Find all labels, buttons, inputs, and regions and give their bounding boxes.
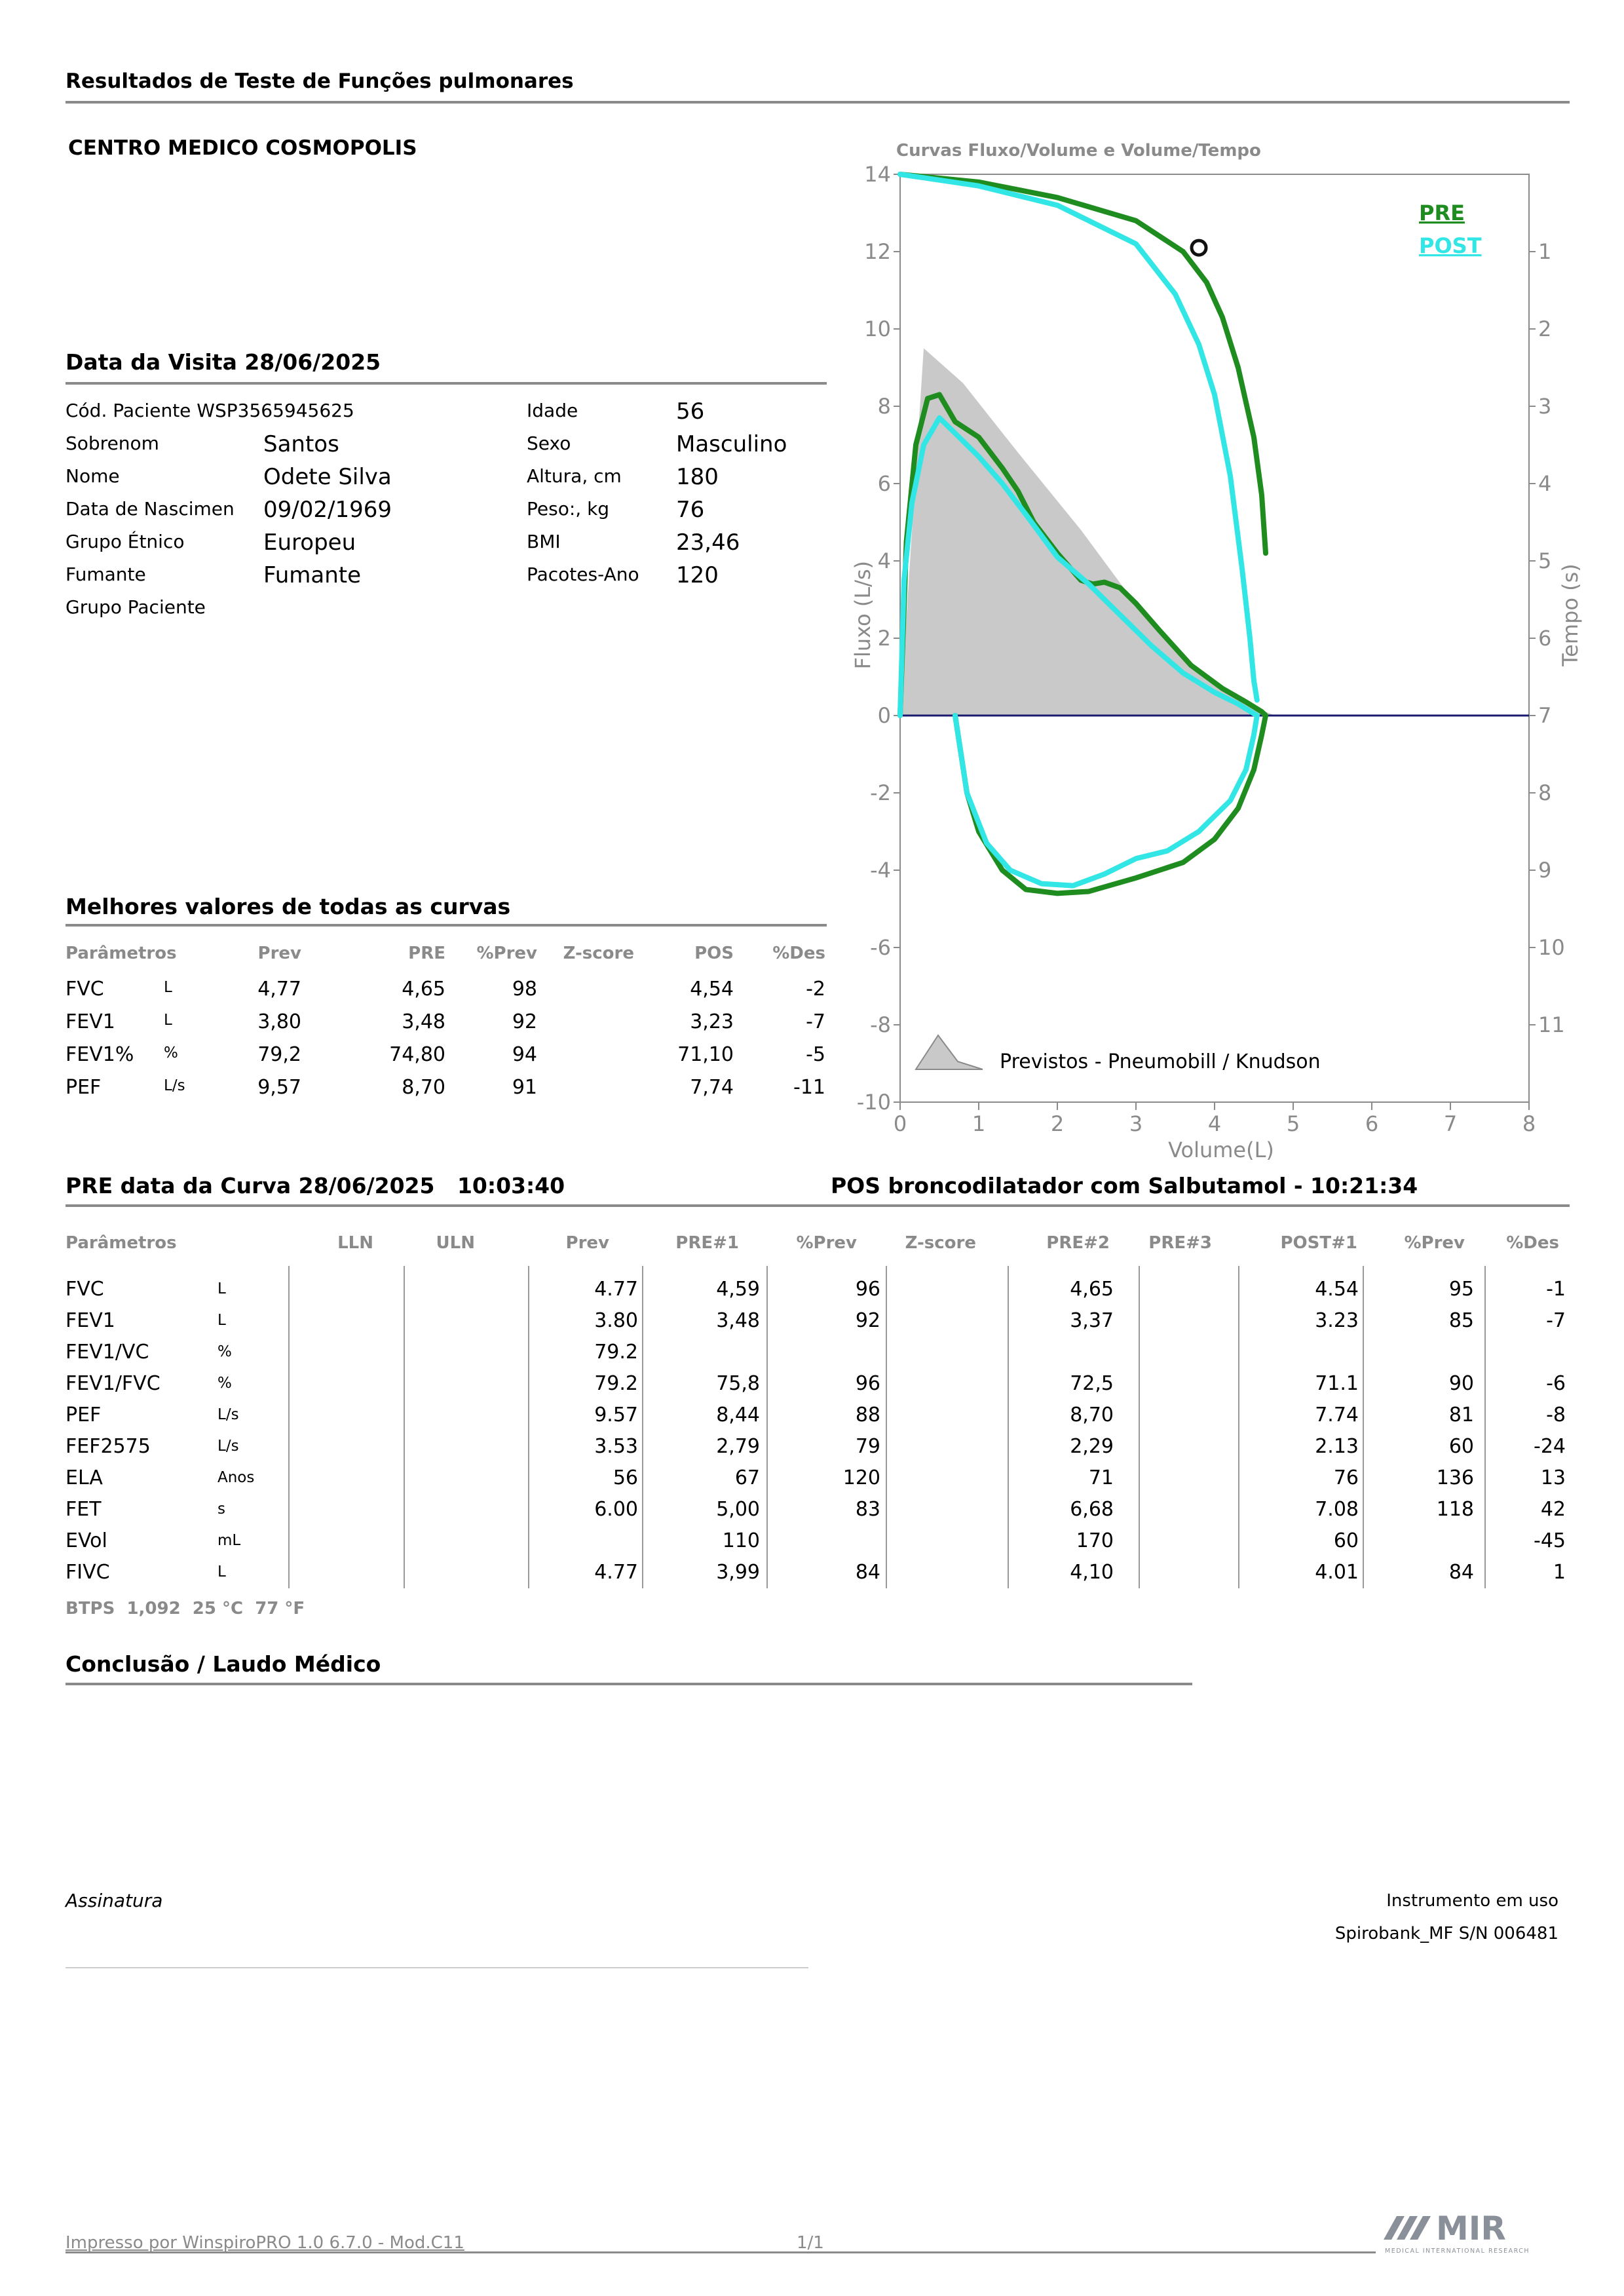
best-cell-pre: 4,65 (402, 978, 445, 1001)
pef-marker (1192, 240, 1206, 255)
curve-header: PRE#3 (1148, 1233, 1212, 1253)
curve-cell-pprev: 79 (855, 1435, 880, 1458)
field-label: Nome (66, 465, 120, 487)
curve-cell-post1: 4.01 (1315, 1561, 1359, 1584)
y-axis-label: Fluxo (L/s) (850, 560, 875, 670)
column-divider (288, 1266, 290, 1588)
field-label: Pacotes-Ano (527, 564, 639, 585)
page-number: 1/1 (797, 2233, 824, 2253)
best-cell-pprev: 92 (512, 1010, 537, 1033)
curve-cell-des: 42 (1540, 1498, 1566, 1521)
conclusion-title: Conclusão / Laudo Médico (66, 1651, 381, 1677)
y2-tick-label: 2 (1538, 316, 1552, 341)
y2-tick-label: 9 (1538, 858, 1552, 883)
curve-cell-des: -7 (1546, 1309, 1566, 1332)
curve-param: FIVC (66, 1561, 110, 1584)
curve-cell-post1: 4.54 (1315, 1278, 1359, 1301)
curve-cell-pre1: 8,44 (716, 1404, 760, 1426)
y-tick-label: -6 (870, 935, 891, 960)
y-tick-label: 6 (877, 471, 891, 496)
x-tick-label: 4 (1207, 1111, 1222, 1136)
curve-header: Prev (565, 1233, 609, 1253)
visit-rule (66, 382, 827, 385)
curve-header: %Des (1506, 1233, 1559, 1253)
curve-cell-pre2: 72,5 (1070, 1372, 1114, 1395)
best-header: Prev (257, 944, 301, 963)
curve-cell-des: -1 (1546, 1278, 1566, 1301)
curve-header: LLN (337, 1233, 373, 1253)
x-axis-label: Volume(L) (1168, 1138, 1274, 1162)
field-label: Peso:, kg (527, 498, 610, 520)
column-divider (1484, 1266, 1486, 1588)
y-tick-label: 8 (877, 394, 891, 419)
footer-rule (66, 2251, 1376, 2253)
field-label: Sobrenom (66, 432, 159, 454)
curve-cell-post1: 71.1 (1315, 1372, 1359, 1395)
x-tick-label: 1 (972, 1111, 986, 1136)
curve-cell-des: 13 (1540, 1466, 1566, 1489)
series-line-post-insp (955, 716, 1257, 886)
best-param: FEV1 (66, 1010, 115, 1033)
curve-cell-pprev2: 60 (1448, 1435, 1474, 1458)
curve-cell-pprev: 92 (855, 1309, 880, 1332)
instrument-name: Spirobank_MF S/N 006481 (1334, 1924, 1558, 1943)
best-cell-prev: 79,2 (257, 1043, 301, 1066)
curve-param: ELA (66, 1466, 103, 1489)
best-cell-des: -11 (793, 1076, 825, 1099)
field-value: 76 (676, 497, 705, 523)
curve-cell-pprev2: 118 (1436, 1498, 1474, 1521)
curve-cell-pre2: 4,65 (1070, 1278, 1114, 1301)
best-cell-pprev: 91 (512, 1076, 537, 1099)
y2-tick-label: 1 (1538, 239, 1552, 264)
y2-tick-label: 11 (1538, 1012, 1565, 1037)
curve-cell-pprev: 120 (842, 1466, 880, 1489)
pre-curve-title: PRE data da Curva 28/06/2025 10:03:40 (66, 1173, 565, 1198)
curve-cell-post1: 60 (1333, 1529, 1359, 1552)
field-label: Fumante (66, 564, 146, 585)
column-divider (1363, 1266, 1364, 1588)
logo-subtext: MEDICAL INTERNATIONAL RESEARCH (1385, 2248, 1530, 2255)
y2-tick-label: 3 (1538, 394, 1552, 419)
curve-header: PRE#2 (1046, 1233, 1110, 1253)
pos-curve-title: POS broncodilatador com Salbutamol - 10:21:34 (831, 1173, 1418, 1198)
curve-unit: L/s (217, 1438, 239, 1455)
x-tick-label: 5 (1286, 1111, 1300, 1136)
curve-unit: s (217, 1501, 225, 1518)
curve-cell-des: -6 (1546, 1372, 1566, 1395)
curve-cell-post1: 76 (1333, 1466, 1359, 1489)
best-unit: L (164, 1012, 172, 1029)
legend-post: POST (1419, 233, 1482, 258)
curve-cell-des: -24 (1534, 1435, 1566, 1458)
curve-cell-pre2: 2,29 (1070, 1435, 1114, 1458)
field-value: 180 (676, 464, 719, 490)
curve-cell-pre2: 71 (1088, 1466, 1114, 1489)
curve-cell-des: -8 (1546, 1404, 1566, 1426)
y-tick-label: 12 (864, 239, 891, 264)
curve-cell-pprev2: 84 (1448, 1561, 1474, 1584)
curve-cell-pre1: 3,99 (716, 1561, 760, 1584)
curve-rule (66, 1204, 1570, 1207)
y2-tick-label: 6 (1538, 626, 1552, 651)
column-divider (404, 1266, 405, 1588)
curve-cell-pre1: 4,59 (716, 1278, 760, 1301)
x-tick-label: 7 (1443, 1111, 1458, 1136)
best-values-title: Melhores valores de todas as curvas (66, 894, 511, 919)
best-cell-pre: 8,70 (402, 1076, 445, 1099)
best-cell-prev: 9,57 (257, 1076, 301, 1099)
instrument-label: Instrumento em uso (1386, 1891, 1558, 1911)
curve-cell-prev: 56 (613, 1466, 638, 1489)
curve-cell-pprev: 96 (855, 1372, 880, 1395)
x-tick-label: 0 (893, 1111, 907, 1136)
series-line-pre-insp (955, 716, 1266, 893)
x-tick-label: 2 (1050, 1111, 1065, 1136)
best-cell-des: -2 (806, 978, 825, 1001)
curve-unit: % (217, 1343, 232, 1360)
y-tick-label: -4 (870, 858, 891, 883)
center-name: CENTRO MEDICO COSMOPOLIS (68, 136, 417, 160)
curve-param: FET (66, 1498, 102, 1521)
curve-unit: % (217, 1375, 232, 1392)
column-divider (1008, 1266, 1009, 1588)
field-label: BMI (527, 531, 561, 552)
flow-volume-chart (839, 131, 1585, 1173)
patient-code: Cód. Paciente WSP3565945625 (66, 400, 354, 421)
curve-param: FVC (66, 1278, 104, 1301)
field-label: Data de Nascimen (66, 498, 235, 520)
curve-cell-prev: 4.77 (594, 1561, 638, 1584)
column-divider (766, 1266, 768, 1588)
curve-header: %Prev (796, 1233, 857, 1253)
field-value: Masculino (676, 431, 787, 457)
best-cell-pos: 7,74 (690, 1076, 734, 1099)
conclusion-rule (66, 1683, 1192, 1685)
curve-param: FEV1/VC (66, 1341, 149, 1364)
curve-cell-prev: 9.57 (594, 1404, 638, 1426)
y2-tick-label: 4 (1538, 471, 1552, 496)
y2-tick-label: 8 (1538, 780, 1552, 805)
best-header: Parâmetros (66, 944, 177, 963)
field-value: Santos (263, 431, 339, 457)
btps-info: BTPS 1,092 25 °C 77 °F (66, 1599, 305, 1618)
y-tick-label: 2 (877, 626, 891, 651)
curve-param: EVol (66, 1529, 107, 1552)
curve-param: FEV1 (66, 1309, 115, 1332)
curve-cell-des: -45 (1534, 1529, 1566, 1552)
curve-cell-pprev: 88 (855, 1404, 880, 1426)
best-cell-des: -5 (806, 1043, 825, 1066)
column-divider (642, 1266, 643, 1588)
y-tick-label: 10 (864, 316, 891, 341)
x-tick-label: 8 (1522, 1111, 1536, 1136)
curve-cell-pprev2: 136 (1436, 1466, 1474, 1489)
field-label: Sexo (527, 432, 571, 454)
curve-header: Parâmetros (66, 1233, 177, 1253)
curve-cell-pre1: 75,8 (716, 1372, 760, 1395)
field-value: 09/02/1969 (263, 497, 392, 523)
curve-cell-pprev: 96 (855, 1278, 880, 1301)
curve-cell-pre2: 8,70 (1070, 1404, 1114, 1426)
logo-text: MIR (1436, 2210, 1506, 2248)
curve-param: FEV1/FVC (66, 1372, 161, 1395)
best-cell-pos: 3,23 (690, 1010, 734, 1033)
best-cell-pprev: 94 (512, 1043, 537, 1066)
field-value: 23,46 (676, 529, 740, 556)
curve-unit: L (217, 1312, 226, 1329)
y2-tick-label: 5 (1538, 548, 1552, 573)
best-header: Z-score (563, 944, 634, 963)
curve-cell-pre2: 4,10 (1070, 1561, 1114, 1584)
x-tick-label: 6 (1365, 1111, 1379, 1136)
curve-unit: mL (217, 1532, 241, 1549)
predicted-legend-label: Previstos - Pneumobill / Knudson (1000, 1050, 1321, 1073)
field-label: Grupo Paciente (66, 596, 206, 618)
field-value: Fumante (263, 562, 361, 588)
curve-param: FEF2575 (66, 1435, 151, 1458)
curve-cell-prev: 79.2 (594, 1341, 638, 1364)
best-cell-prev: 4,77 (257, 978, 301, 1001)
best-param: PEF (66, 1076, 102, 1099)
best-header: %Prev (476, 944, 537, 963)
curve-cell-pprev: 83 (855, 1498, 880, 1521)
y2-tick-label: 10 (1538, 935, 1565, 960)
field-label: Altura, cm (527, 465, 622, 487)
best-cell-des: -7 (806, 1010, 825, 1033)
best-unit: % (164, 1044, 178, 1062)
field-value: Odete Silva (263, 464, 392, 490)
field-value: Europeu (263, 529, 356, 556)
best-values-rule (66, 924, 827, 927)
curve-cell-prev: 6.00 (594, 1498, 638, 1521)
curve-cell-prev: 3.80 (594, 1309, 638, 1332)
best-header: POS (694, 944, 734, 963)
report-title: Resultados de Teste de Funções pulmonares (66, 69, 574, 93)
curve-cell-pre1: 5,00 (716, 1498, 760, 1521)
best-header: PRE (408, 944, 445, 963)
y2-tick-label: 7 (1538, 703, 1552, 728)
y-tick-label: -2 (870, 780, 891, 805)
curve-cell-pre2: 170 (1076, 1529, 1114, 1552)
field-value: 120 (676, 562, 719, 588)
curve-header: PRE#1 (675, 1233, 739, 1253)
curve-header: Z-score (905, 1233, 976, 1253)
field-value: 56 (676, 398, 705, 425)
curve-cell-pre2: 3,37 (1070, 1309, 1114, 1332)
curve-cell-post1: 7.74 (1315, 1404, 1359, 1426)
y-tick-label: 14 (864, 162, 891, 187)
best-cell-prev: 3,80 (257, 1010, 301, 1033)
curve-cell-prev: 79.2 (594, 1372, 638, 1395)
printed-by: Impresso por WinspiroPRO 1.0 6.7.0 - Mod.C11 (66, 2233, 464, 2253)
curve-cell-post1: 7.08 (1315, 1498, 1359, 1521)
best-param: FEV1% (66, 1043, 134, 1066)
curve-header: %Prev (1404, 1233, 1465, 1253)
curve-cell-pre1: 2,79 (716, 1435, 760, 1458)
curve-unit: L (217, 1280, 226, 1297)
best-header: %Des (772, 944, 825, 963)
best-unit: L (164, 979, 172, 996)
best-cell-pre: 74,80 (389, 1043, 445, 1066)
curve-cell-pre2: 6,68 (1070, 1498, 1114, 1521)
column-divider (1139, 1266, 1140, 1588)
curve-cell-pprev2: 95 (1448, 1278, 1474, 1301)
curve-cell-post1: 3.23 (1315, 1309, 1359, 1332)
curve-cell-pprev2: 81 (1448, 1404, 1474, 1426)
best-cell-pos: 71,10 (677, 1043, 734, 1066)
y-tick-label: -10 (856, 1090, 891, 1115)
column-divider (528, 1266, 529, 1588)
chart-title: Curvas Fluxo/Volume e Volume/Tempo (896, 141, 1261, 161)
legend-pre: PRE (1419, 201, 1465, 225)
predicted-legend-swatch (916, 1035, 983, 1069)
curve-cell-pre1: 3,48 (716, 1309, 760, 1332)
curve-unit: L/s (217, 1406, 239, 1423)
column-divider (1238, 1266, 1239, 1588)
best-cell-pprev: 98 (512, 978, 537, 1001)
field-label: Grupo Étnico (66, 531, 185, 552)
y-tick-label: 0 (877, 703, 891, 728)
curve-cell-prev: 3.53 (594, 1435, 638, 1458)
curve-unit: Anos (217, 1469, 255, 1486)
curve-cell-pprev2: 90 (1448, 1372, 1474, 1395)
curve-cell-pprev: 84 (855, 1561, 880, 1584)
curve-header: POST#1 (1280, 1233, 1357, 1253)
mir-logo (1382, 2202, 1566, 2261)
signature-label: Assinatura (66, 1890, 163, 1911)
header-rule (66, 101, 1570, 104)
visit-title: Data da Visita 28/06/2025 (66, 349, 381, 375)
curve-header: ULN (436, 1233, 475, 1253)
curve-cell-pre1: 110 (722, 1529, 760, 1552)
y2-axis-label: Tempo (s) (1558, 564, 1583, 666)
curve-cell-des: 1 (1553, 1561, 1566, 1584)
best-cell-pre: 3,48 (402, 1010, 445, 1033)
y-tick-label: 4 (877, 548, 891, 573)
curve-cell-pprev2: 85 (1448, 1309, 1474, 1332)
signature-line (66, 1967, 808, 1968)
curve-cell-pre1: 67 (734, 1466, 760, 1489)
field-label: Idade (527, 400, 578, 421)
best-cell-pos: 4,54 (690, 978, 734, 1001)
x-tick-label: 3 (1129, 1111, 1143, 1136)
curve-param: PEF (66, 1404, 102, 1426)
mir-logo-mark (1384, 2216, 1431, 2240)
curve-unit: L (217, 1563, 226, 1580)
curve-cell-prev: 4.77 (594, 1278, 638, 1301)
curve-cell-post1: 2.13 (1315, 1435, 1359, 1458)
y-tick-label: -8 (870, 1012, 891, 1037)
column-divider (886, 1266, 887, 1588)
best-unit: L/s (164, 1077, 185, 1094)
best-param: FVC (66, 978, 104, 1001)
